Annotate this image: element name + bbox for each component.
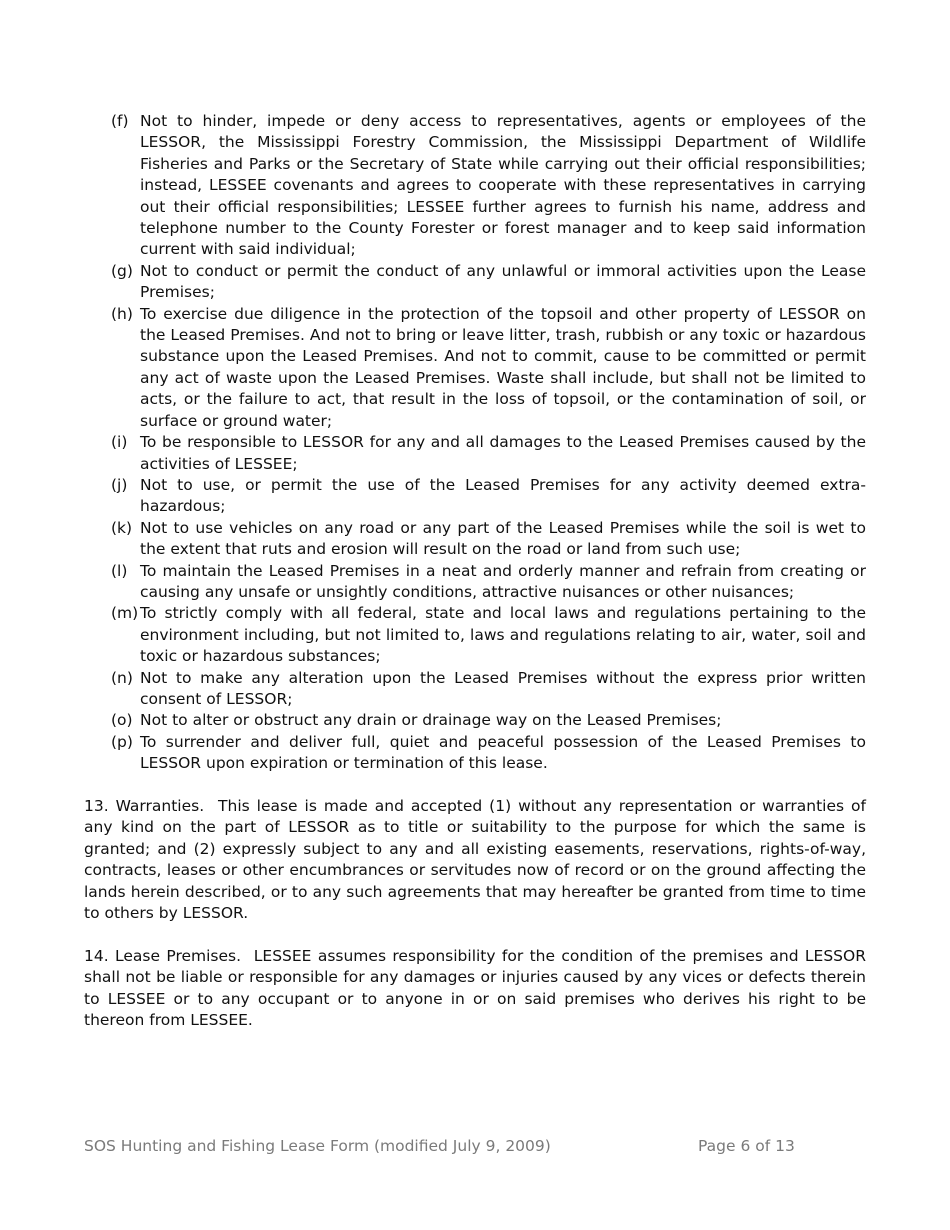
- clause-marker: (k): [111, 518, 133, 537]
- clause-marker: (h): [111, 304, 133, 323]
- clause-marker: (g): [111, 261, 133, 280]
- section-lease-premises: [84, 946, 866, 1032]
- clause-marker: (m): [111, 604, 139, 623]
- page-body: [84, 111, 866, 1031]
- clause-n: [84, 668, 866, 711]
- footer-title: SOS Hunting and Fishing Lease Form (modified July 9, 2009): [84, 1137, 551, 1155]
- clause-text: Not to use vehicles on any road or any part of the Leased Premises while the soil is wet to the extent that ruts and erosion will result on the road or land from such use;: [140, 518, 866, 559]
- section-heading: 14. Lease Premises.: [84, 946, 242, 965]
- clause-text: Not to use, or permit the use of the Leased Premises for any activity deemed extra-hazardous;: [140, 475, 866, 516]
- section-body: LESSEE assumes responsibility for the condition of the premises and LESSOR shall not be liable or responsible for any damages or injuries caused by any vices or defects therein to LESSEE or to any occupant or to anyone in or on said premises who derives his right to be thereon from LESSEE.: [84, 946, 866, 1030]
- clause-m: [84, 603, 866, 667]
- clause-k: [84, 518, 866, 561]
- clause-text: Not to hinder, impede or deny access to representatives, agents or employees of the LESSOR, the Mississippi Forestry Commission, the Mississippi Department of Wildlife Fisheries and Parks or the Secretary of State while carrying out their official responsibilities; instead, LESSEE covenants and agrees to cooperate with these representatives in carrying out their official responsibilities; LESSEE further agrees to furnish his name, address and telephone number to the County Forester or forest manager and to keep said information current with said individual;: [140, 112, 866, 259]
- clause-text: To exercise due diligence in the protection of the topsoil and other property of LESSOR on the Leased Premises. And not to bring or leave litter, trash, rubbish or any toxic or hazardous substance upon the Leased Premises. And not to commit, cause to be committed or permit any act of waste upon the Leased Premises. Waste shall include, but shall not be limited to acts, or the failure to act, that result in the loss of topsoil, or the contamination of soil, or surface or ground water;: [140, 304, 866, 430]
- clause-marker: (p): [111, 732, 133, 751]
- clause-marker: (o): [111, 711, 133, 730]
- clause-marker: (j): [111, 475, 128, 494]
- section-heading: 13. Warranties.: [84, 796, 205, 815]
- clause-text: To be responsible to LESSOR for any and all damages to the Leased Premises caused by the activities of LESSEE;: [140, 433, 866, 473]
- clause-marker: (f): [111, 112, 129, 130]
- clause-text: To strictly comply with all federal, state and local laws and regulations pertaining to the environment including, but not limited to, laws and regulations relating to air, water, soil and toxic or hazardous substances;: [140, 604, 866, 666]
- clause-j: [84, 475, 866, 518]
- clause-marker: (i): [111, 433, 128, 452]
- clause-f: [84, 111, 866, 261]
- section-warranties: [84, 796, 866, 924]
- clause-p: [84, 732, 866, 775]
- clause-i: [84, 432, 866, 475]
- clause-text: To maintain the Leased Premises in a neat and orderly manner and refrain from creating or causing any unsafe or unsightly conditions, attractive nuisances or other nuisances;: [140, 561, 866, 601]
- page-number: Page 6 of 13: [698, 1137, 795, 1155]
- section-body: This lease is made and accepted (1) without any representation or warranties of any kind on the part of LESSOR as to title or suitability to the purpose for which the same is granted; and (2) expressly subject to any and all existing easements, reservations, rights-of-way, contracts, leases or other encumbrances or servitudes now of record or on the ground affecting the lands herein described, or to any such agreements that may hereafter be granted from time to time to others by LESSOR.: [84, 796, 866, 923]
- clause-h: [84, 304, 866, 432]
- clause-l: [84, 561, 866, 604]
- clause-o: [84, 710, 866, 731]
- clause-g: [84, 261, 866, 304]
- clause-marker: (l): [111, 561, 128, 580]
- clause-text: Not to make any alteration upon the Leased Premises without the express prior written consent of LESSOR;: [140, 668, 866, 708]
- clause-text: Not to alter or obstruct any drain or drainage way on the Leased Premises;: [140, 711, 722, 730]
- clause-text: Not to conduct or permit the conduct of any unlawful or immoral activities upon the Lease Premises;: [140, 261, 866, 302]
- clause-text: To surrender and deliver full, quiet and peaceful possession of the Leased Premises to LESSOR upon expiration or termination of this lease.: [140, 732, 866, 773]
- clause-list: [84, 111, 866, 775]
- clause-marker: (n): [111, 668, 133, 687]
